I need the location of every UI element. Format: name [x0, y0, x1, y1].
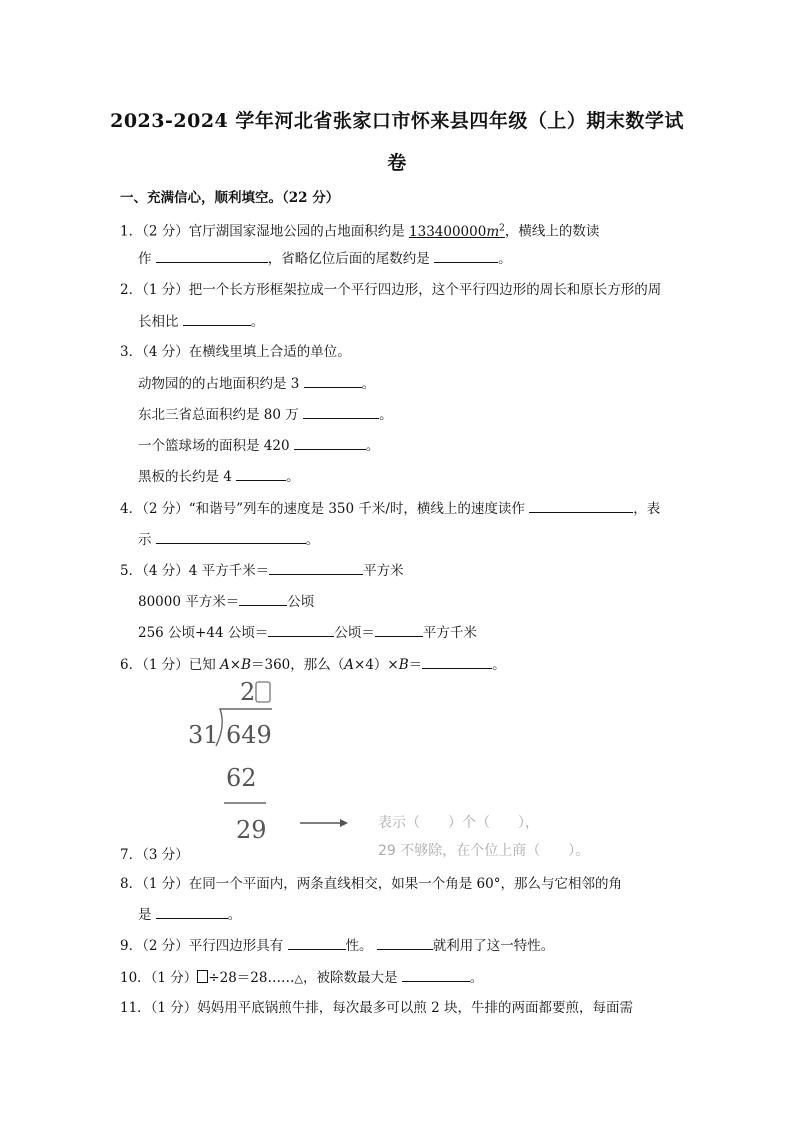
answer-blank[interactable]	[294, 435, 366, 450]
unknown-box	[197, 970, 208, 983]
quotient-box[interactable]	[256, 682, 270, 702]
question-3-item1: 动物园的的占地面积约是 3 。	[138, 373, 375, 394]
divisor: 31	[188, 721, 219, 749]
question-3-item4: 黑板的长约是 4 。	[138, 466, 300, 487]
answer-blank[interactable]	[304, 373, 362, 388]
answer-blank[interactable]	[434, 248, 498, 263]
answer-blank[interactable]	[239, 591, 287, 606]
section-heading: 一、充满信心，顺利填空。（22 分）	[120, 190, 340, 206]
answer-blank[interactable]	[288, 935, 346, 950]
exam-title-line1: 2023-2024 学年河北省张家口市怀来县四年级（上）期末数学试	[110, 110, 684, 132]
question-5-line2: 80000 平方米＝ 公顷	[138, 591, 314, 612]
question-9: 9．（2 分）平行四边形具有 性。 就利用了这一特性。	[120, 935, 554, 956]
answer-blank[interactable]	[303, 404, 379, 419]
question-7-label: 7．（3 分）	[120, 847, 189, 863]
question-5-line3: 256 公顷+44 公顷＝ 公顷＝ 平方千米	[138, 622, 477, 643]
question-8-line2: 是 。	[138, 904, 241, 925]
answer-blank[interactable]	[375, 622, 423, 637]
long-division-diagram	[180, 678, 640, 859]
arrow-head	[340, 819, 348, 827]
quotient-digit: 2	[240, 678, 256, 706]
answer-blank[interactable]	[268, 622, 334, 637]
question-1-line2: 作 ，省略亿位后面的尾数约是 。	[138, 248, 512, 269]
answer-blank[interactable]	[377, 935, 433, 950]
question-3-stem: 3．（4 分）在横线里填上合适的单位。	[120, 344, 351, 360]
question-6: 6．（1 分）已知 A×B＝360，那么（A×4）×B＝ 。	[120, 654, 506, 675]
division-note-1: 表示（ ）个（ ），	[378, 815, 539, 831]
answer-blank[interactable]	[402, 967, 470, 982]
division-note-2: 29 不够除，在个位上商（ ）。	[378, 843, 590, 859]
question-2-line2: 长相比 。	[138, 311, 264, 332]
remainder: 29	[236, 816, 267, 844]
dividend: 649	[226, 721, 272, 749]
answer-blank[interactable]	[236, 466, 286, 481]
answer-blank[interactable]	[269, 560, 363, 575]
exam-title-line2: 卷	[387, 152, 407, 174]
area-number: $133400000m^2$	[409, 223, 505, 240]
answer-blank[interactable]	[156, 529, 306, 544]
question-1-line1: 1．（2 分）官厅湖国家湿地公园的占地面积约是 $133400000m^2$，横线上的数读	[120, 223, 600, 240]
question-10: 10．（1 分） ÷28＝28……△，被除数最大是 。	[120, 967, 483, 989]
question-3-item2: 东北三省总面积约是 80 万 。	[138, 404, 393, 425]
triangle-icon: △	[294, 972, 303, 985]
answer-blank[interactable]	[529, 498, 633, 513]
answer-blank[interactable]	[156, 904, 228, 919]
answer-blank[interactable]	[422, 654, 492, 669]
question-2-line1: 2．（1 分）把一个长方形框架拉成一个平行四边形，这个平行四边形的周长和原长方形的周	[120, 282, 662, 298]
question-5-line1: 5．（4 分）4 平方千米＝ 平方米	[120, 560, 404, 581]
question-4-line2: 示 。	[138, 529, 319, 550]
question-3-item3: 一个篮球场的面积是 420 。	[138, 435, 379, 456]
question-4-line1: 4．（2 分）“和谐号”列车的速度是 350 千米/时，横线上的速度读作 ，表	[120, 498, 660, 519]
question-8-line1: 8．（1 分）在同一个平面内，两条直线相交，如果一个角是 60°，那么与它相邻的角	[120, 876, 622, 892]
answer-blank[interactable]	[156, 248, 268, 263]
partial-product: 62	[226, 764, 257, 792]
answer-blank[interactable]	[183, 311, 251, 326]
question-11-line1: 11．（1 分）妈妈用平底锅煎牛排，每次最多可以煎 2 块，牛排的两面都要煎，每面需	[120, 1000, 633, 1016]
